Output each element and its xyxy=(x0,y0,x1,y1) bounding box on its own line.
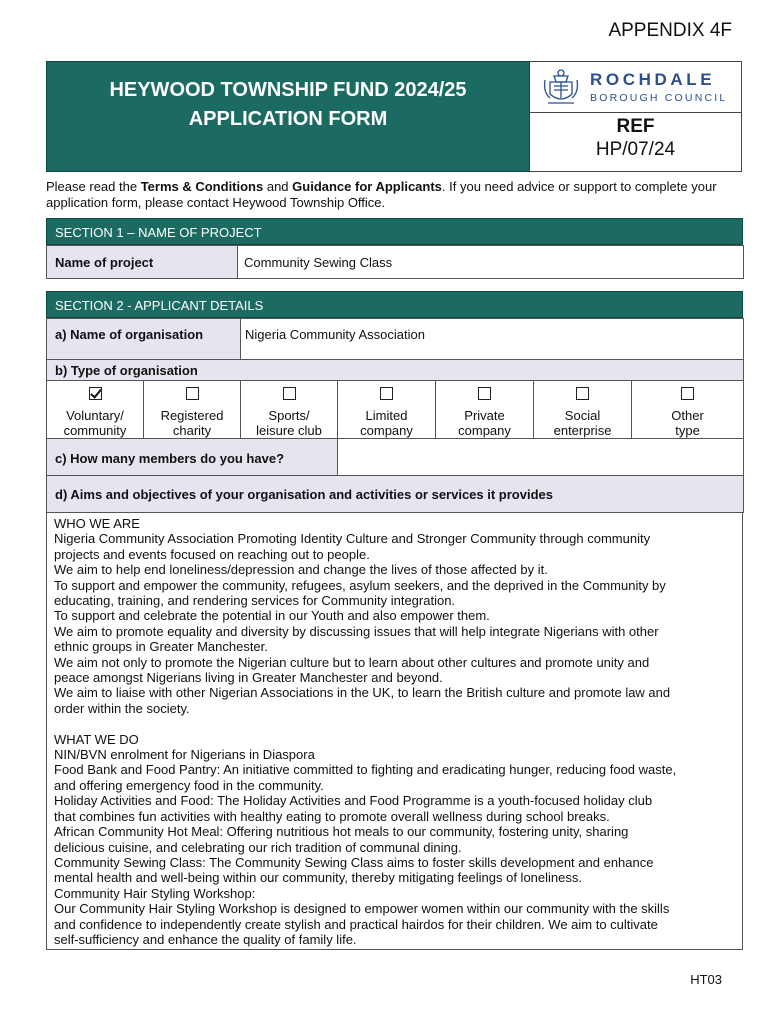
aims-line: NIN/BVN enrolment for Nigerians in Diaspora xyxy=(54,747,315,763)
members-count-field[interactable] xyxy=(338,439,744,476)
aims-text-field[interactable] xyxy=(46,513,743,950)
reference-label: REF xyxy=(616,116,655,137)
organisation-name-label: a) Name of organisation xyxy=(47,319,241,360)
checkbox-private-company[interactable] xyxy=(478,387,491,400)
aims-line: WHAT WE DO xyxy=(54,731,139,747)
type-option-limited-company[interactable]: Limited company xyxy=(338,381,436,439)
aims-line: Nigeria Community Association Promoting Identity Culture and Stronger Community through community xyxy=(54,531,651,547)
type-option-other[interactable]: Other type xyxy=(632,381,744,439)
form-title-line2: APPLICATION FORM xyxy=(188,107,388,130)
aims-line xyxy=(54,716,735,731)
type-option-sports-club[interactable]: Sports/ leisure club xyxy=(241,381,338,439)
checkbox-other[interactable] xyxy=(681,387,694,400)
section-2 xyxy=(46,291,743,950)
checkbox-limited-company[interactable] xyxy=(380,387,393,400)
aims-line: self-sufficiency and enhance the quality of family life. xyxy=(54,931,357,947)
footer-code: HT03 xyxy=(690,972,722,987)
form-title-banner xyxy=(46,61,530,172)
aims-line: delicious cuisine, and celebrating our rich tradition of communal dining. xyxy=(54,839,462,855)
reference-code: HP/07/24 xyxy=(595,139,676,160)
aims-line: that combines fun activities with healthy eating to promote overall wellness during school breaks. xyxy=(54,808,610,824)
section-1 xyxy=(46,218,743,279)
form-header xyxy=(46,61,742,172)
guidance-link-text: Guidance for Applicants xyxy=(292,179,442,194)
aims-line: peace amongst Nigerians living in Greater Manchester and beyond. xyxy=(54,670,443,686)
form-title-line1: HEYWOOD TOWNSHIP FUND 2024/25 xyxy=(109,78,467,101)
aims-line: and confidence to independently create stylish and practical hairdos for their children. We aim to cultivate xyxy=(54,916,658,932)
organisation-type-options xyxy=(47,381,744,439)
type-option-voluntary[interactable]: Voluntary/ community xyxy=(47,381,144,439)
council-crest-icon xyxy=(542,68,580,108)
aims-line: projects and events focused on reaching out to people. xyxy=(54,546,370,562)
council-logo-subtitle: BOROUGH COUNCIL xyxy=(590,92,728,104)
project-name-field[interactable]: Community Sewing Class xyxy=(238,246,744,279)
aims-line: We aim to help end loneliness/depression and change the lives of those affected by it. xyxy=(54,562,548,578)
aims-line: Community Sewing Class: The Community Sewing Class aims to foster skills development and enhance xyxy=(54,854,654,870)
aims-line: To support and celebrate the potential in our Youth and also empower them. xyxy=(54,608,490,624)
aims-line: mental health and well-being within our community, thereby mitigating feelings of loneliness. xyxy=(54,870,582,886)
aims-line: African Community Hot Meal: Offering nutritious hot meals to our community, fostering unity, sharing xyxy=(54,824,629,840)
section-2-heading: SECTION 2 - APPLICANT DETAILS xyxy=(46,291,743,318)
aims-line: We aim not only to promote the Nigerian culture but to learn about other cultures and promote unity and xyxy=(54,654,650,670)
appendix-label: APPENDIX 4F xyxy=(608,20,732,41)
aims-line: We aim to promote equality and diversity by discussing issues that will help integrate Nigerians with other xyxy=(54,623,659,639)
council-logo-word: ROCHDALE xyxy=(590,70,716,89)
aims-line: Community Hair Styling Workshop: xyxy=(54,885,256,901)
aims-label: d) Aims and objectives of your organisation and activities or services it provides xyxy=(47,476,744,513)
aims-line: educating, training, and rendering services for Community integration. xyxy=(54,593,456,609)
checkbox-social-enterprise[interactable] xyxy=(576,387,589,400)
intro-text: Please read the Terms & Conditions and Guidance for Applicants. If you need advice or support to complete your application form, please contact Heywood Township Office. xyxy=(46,179,717,210)
aims-line: and offering emergency food in the community. xyxy=(54,777,324,793)
aims-line: Food Bank and Food Pantry: An initiative committed to fighting and eradicating hunger, reducing food waste, xyxy=(54,762,677,778)
type-option-private-company[interactable]: Private company xyxy=(436,381,534,439)
aims-line: order within the society. xyxy=(54,700,190,716)
section-1-heading: SECTION 1 – NAME OF PROJECT xyxy=(46,218,743,245)
applicant-table xyxy=(46,318,744,513)
type-option-registered-charity[interactable]: Registered charity xyxy=(144,381,241,439)
aims-line: To support and empower the community, refugees, asylum seekers, and the deprived in the Community by xyxy=(54,577,666,593)
checkbox-sports-club[interactable] xyxy=(283,387,296,400)
type-option-social-enterprise[interactable]: Social enterprise xyxy=(534,381,632,439)
organisation-name-field[interactable]: Nigeria Community Association xyxy=(241,319,744,360)
checkbox-voluntary[interactable] xyxy=(89,387,102,400)
project-name-label: Name of project xyxy=(47,246,238,279)
checkbox-registered-charity[interactable] xyxy=(186,387,199,400)
project-name-table xyxy=(46,245,744,279)
terms-link-text: Terms & Conditions xyxy=(140,179,264,194)
aims-line: WHO WE ARE xyxy=(54,516,140,531)
aims-line: We aim to liaise with other Nigerian Associations in the UK, to learn the British culture and promote law and xyxy=(54,685,671,701)
aims-line: ethnic groups in Greater Manchester. xyxy=(54,639,268,655)
organisation-type-label: b) Type of organisation xyxy=(47,360,744,381)
aims-line: Our Community Hair Styling Workshop is designed to empower women within our community with the skills xyxy=(54,901,670,917)
aims-line: Holiday Activities and Food: The Holiday Activities and Food Programme is a youth-focused holiday club xyxy=(54,793,653,809)
council-logo xyxy=(530,61,742,113)
members-count-label: c) How many members do you have? xyxy=(47,439,338,476)
reference-box xyxy=(530,113,742,172)
